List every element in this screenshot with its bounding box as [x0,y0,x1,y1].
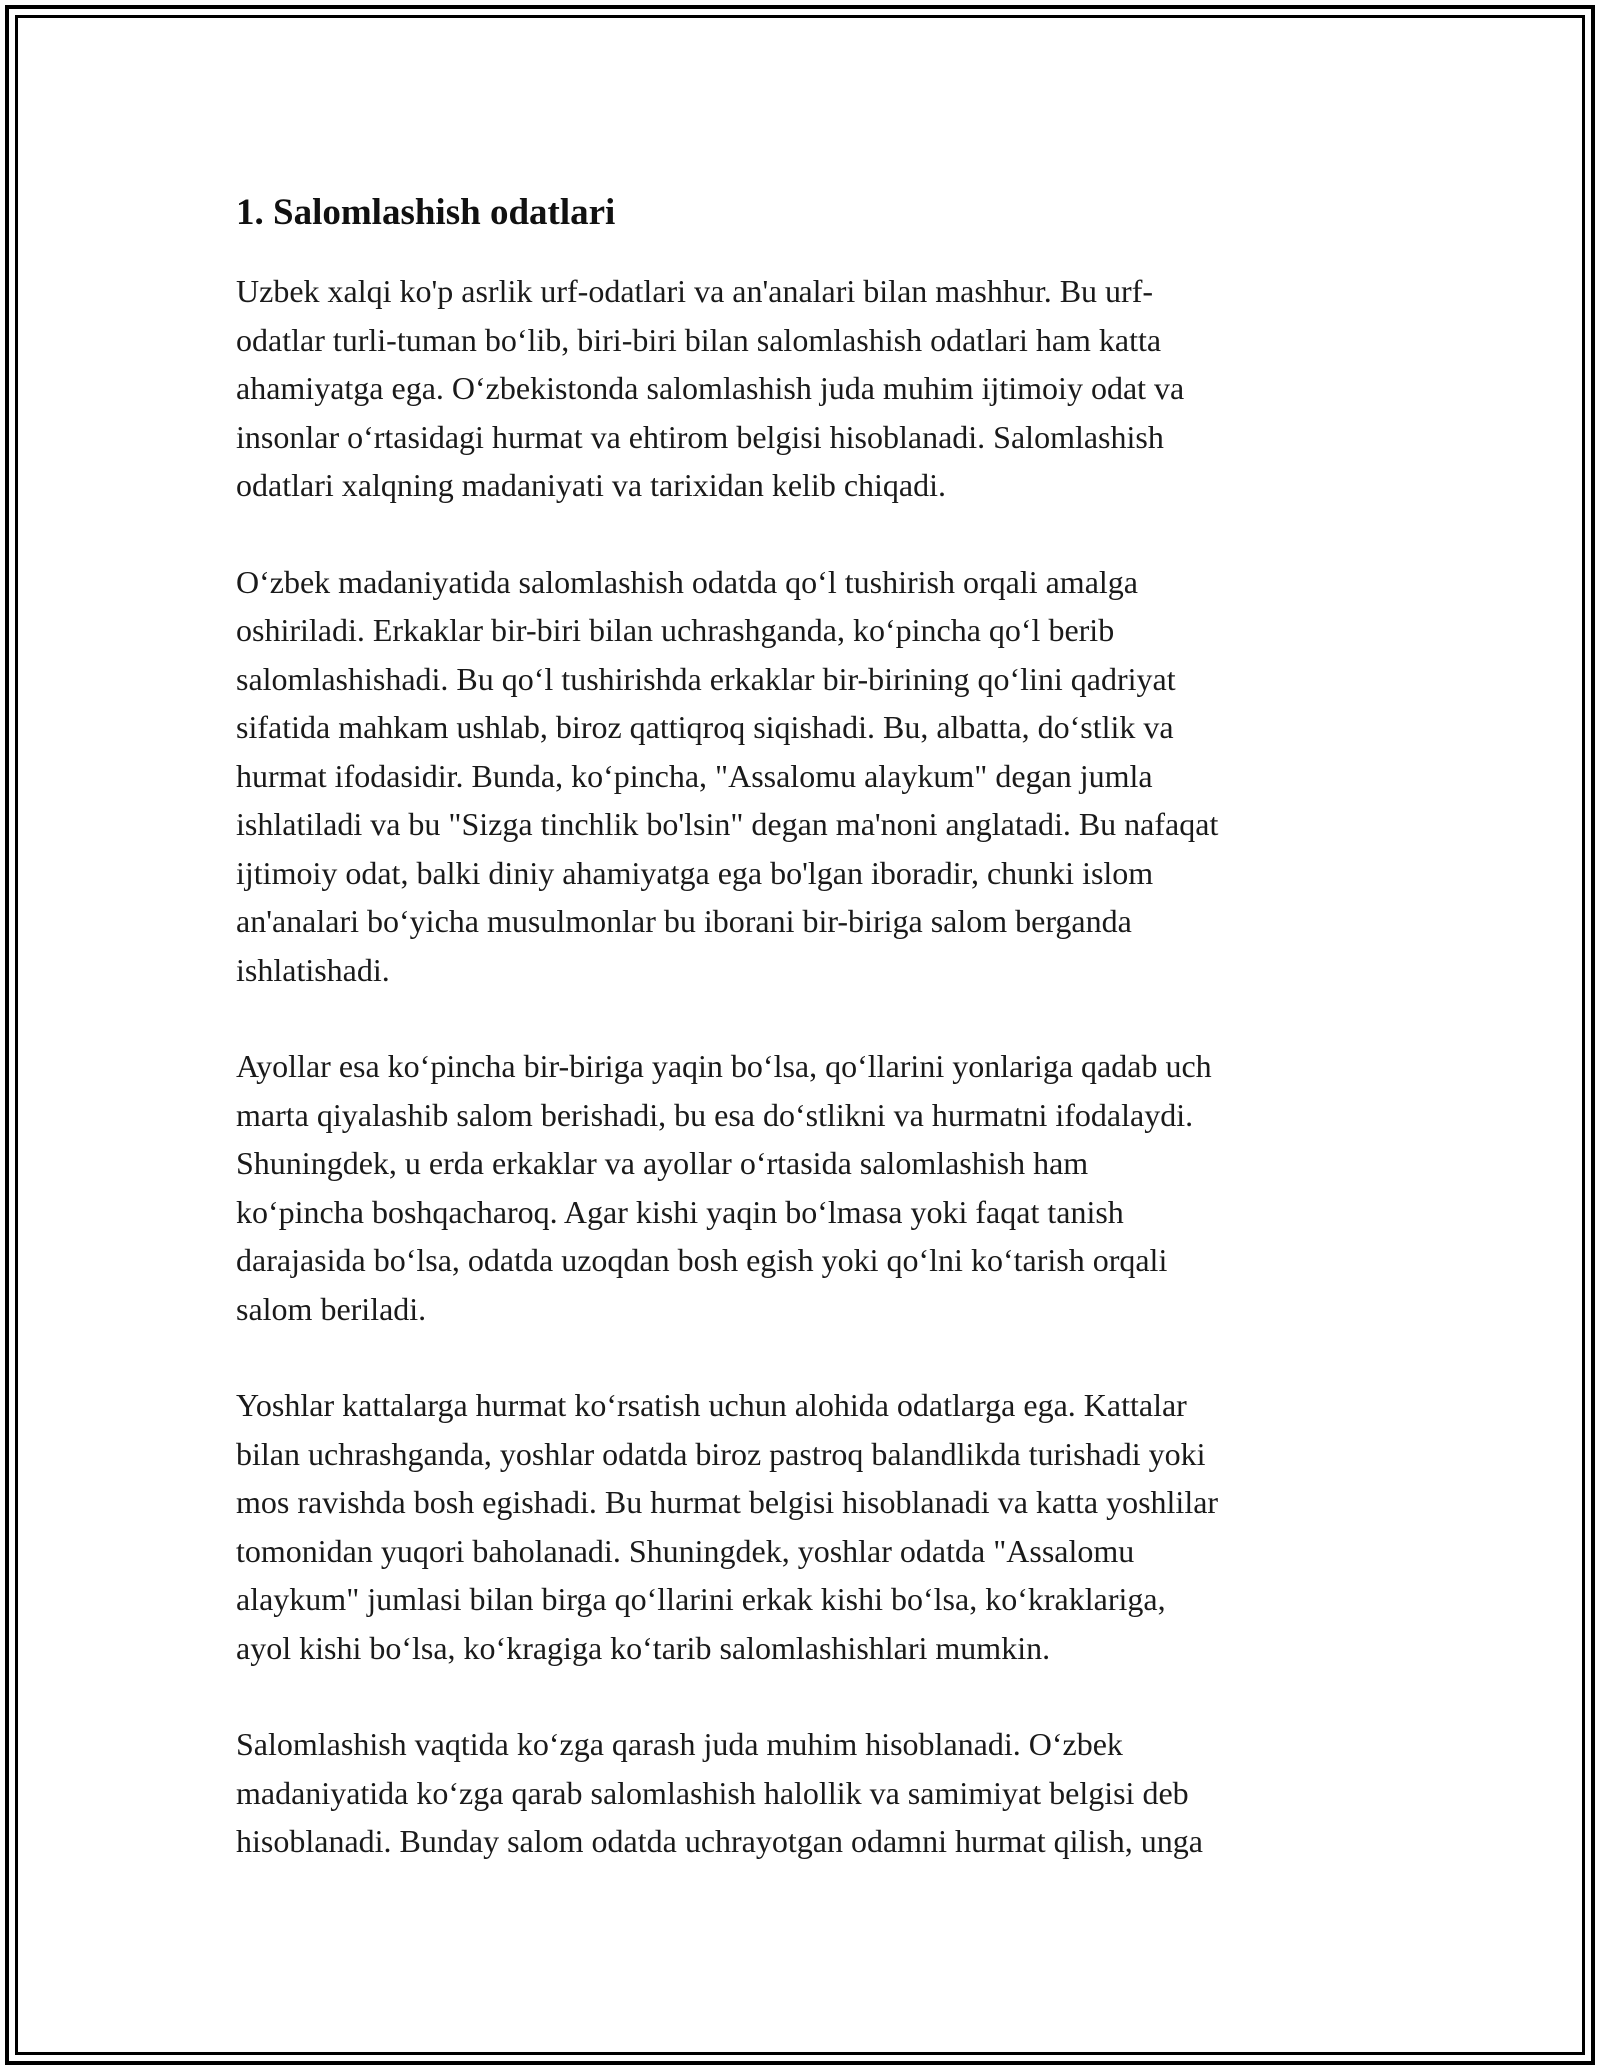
text-line: ayol kishi bo‘lsa, ko‘kragiga ko‘tarib salomlashishlari mumkin. [236,1629,1051,1666]
text-line: sifatida mahkam ushlab, biroz qattiqroq siqishadi. Bu, albatta, do‘stlik va [236,709,1174,745]
text-line: madaniyatida ko‘zga qarab salomlashish halollik va samimiyat belgisi deb [236,1774,1189,1811]
text-line: mos ravishda bosh egishadi. Bu hurmat belgisi hisoblanadi va katta yoshlilar [236,1484,1219,1520]
document-body [236,185,1366,1914]
text-line: insonlar o‘rtasidagi hurmat va ehtirom belgisi hisoblanadi. Salomlashish [236,418,1164,455]
text-line: ijtimoiy odat, balki diniy ahamiyatga ega bo'lgan iboradir, chunki islom [236,854,1154,891]
paragraph [236,1720,1366,1866]
text-line: O‘zbek madaniyatida salomlashish odatda qo‘l tushirish orqali amalga [236,563,1138,600]
text-line: Ayollar esa ko‘pincha bir-biriga yaqin bo‘lsa, qo‘llarini yonlariga qadab uch [236,1048,1212,1084]
paragraph [236,558,1366,995]
section-heading: 1. Salomlashish odatlari [236,192,616,233]
text-line: ahamiyatga ega. O‘zbekistonda salomlashish juda muhim ijtimoiy odat va [236,370,1185,406]
text-line: marta qiyalashib salom berishadi, bu esa do‘stlikni va hurmatni ifodalaydi. [236,1096,1194,1133]
text-line: an'analari bo‘yicha musulmonlar bu iborani bir-biriga salom berganda [236,903,1132,939]
text-line: tomonidan yuqori baholanadi. Shuningdek, yoshlar odatda "Assalomu [236,1532,1135,1569]
text-line: alaykum" jumlasi bilan birga qo‘llarini erkak kishi bo‘lsa, ko‘kraklariga, [236,1581,1166,1617]
text-line: bilan uchrashganda, yoshlar odatda biroz pastroq balandlikda turishadi yoki [236,1435,1206,1472]
text-line: ishlatishadi. [236,951,390,988]
text-line: darajasida bo‘lsa, odatda uzoqdan bosh egish yoki qo‘lni ko‘tarish orqali [236,1242,1168,1278]
text-line: Shuningdek, u erda erkaklar va ayollar o‘rtasida salomlashish ham [236,1145,1089,1181]
text-line: salomlashishadi. Bu qo‘l tushirishda erkaklar bir-birining qo‘lini qadriyat [236,660,1176,697]
text-line: hisoblanadi. Bunday salom odatda uchrayotgan odamni hurmat qilish, unga [236,1823,1203,1859]
text-line: odatlar turli-tuman bo‘lib, biri-biri bilan salomlashish odatlari ham katta [236,321,1162,358]
text-line: Uzbek xalqi ko'p asrlik urf-odatlari va an'analari bilan mashhur. Bu urf- [236,273,1154,309]
paragraph [236,1381,1366,1672]
text-line: ishlatiladi va bu "Sizga tinchlik bo'lsin" degan ma'noni anglatadi. Bu nafaqat [236,806,1219,842]
text-line: odatlari xalqning madaniyati va tarixidan kelib chiqadi. [236,467,946,503]
paragraph [236,1042,1366,1333]
text-line: Salomlashish vaqtida ko‘zga qarash juda muhim hisoblanadi. O‘zbek [236,1726,1123,1762]
text-line: Yoshlar kattalarga hurmat ko‘rsatish uchun alohida odatlarga ega. Kattalar [236,1387,1187,1423]
paragraph [236,267,1366,510]
text-line: ko‘pincha boshqacharoq. Agar kishi yaqin bo‘lmasa yoki faqat tanish [236,1193,1124,1230]
text-line: salom beriladi. [236,1290,427,1327]
text-line: hurmat ifodasidir. Bunda, ko‘pincha, "Assalomu alaykum" degan jumla [236,757,1153,794]
text-line: oshiriladi. Erkaklar bir-biri bilan uchrashganda, ko‘pincha qo‘l berib [236,612,1115,648]
